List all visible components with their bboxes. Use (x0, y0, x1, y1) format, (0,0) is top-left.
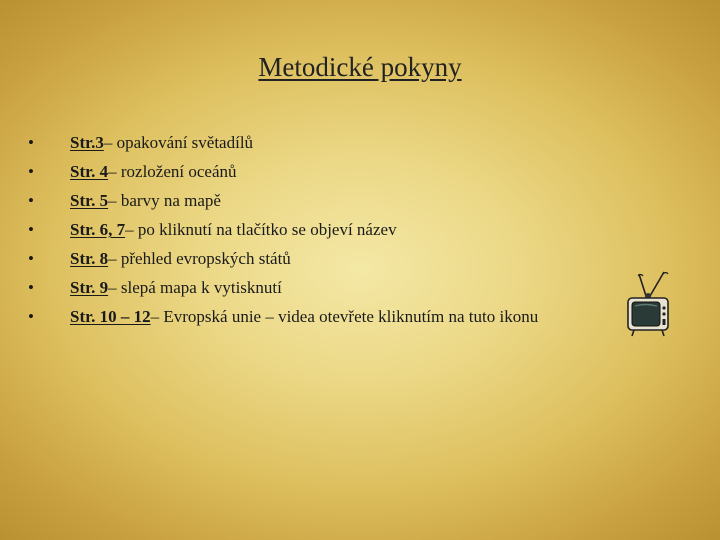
bullet-icon: • (28, 133, 34, 152)
instructions-list (28, 133, 538, 336)
list-item (28, 191, 538, 220)
tv-icon[interactable] (624, 268, 672, 338)
item-text: – přehled evropských států (108, 249, 291, 268)
item-text: – opakování světadílů (103, 133, 254, 152)
item-text: – rozložení oceánů (108, 162, 237, 181)
page-link-8[interactable]: Str. 8 (70, 249, 109, 268)
bullet-icon: • (28, 249, 34, 268)
bullet-icon: • (28, 307, 34, 326)
slide-title: Metodické pokyny (258, 52, 462, 82)
item-text: – barvy na mapě (108, 191, 221, 210)
list-item (28, 133, 538, 162)
list-item (28, 220, 538, 249)
list-item (28, 307, 538, 336)
bullet-icon: • (28, 278, 34, 297)
page-link-9[interactable]: Str. 9 (70, 278, 109, 297)
page-link-5[interactable]: Str. 5 (70, 191, 109, 210)
page-link-6-7[interactable]: Str. 6, 7 (70, 220, 126, 239)
list-item (28, 278, 538, 307)
page-link-3[interactable]: Str.3 (70, 133, 104, 152)
item-text: – slepá mapa k vytisknutí (108, 278, 282, 297)
page-link-10-12[interactable]: Str. 10 – 12 (70, 307, 151, 326)
item-text: – po kliknutí na tlačítko se objeví název (125, 220, 397, 239)
bullet-icon: • (28, 220, 34, 239)
bullet-icon: • (28, 191, 34, 210)
list-item (28, 162, 538, 191)
item-text: – Evropská unie – videa otevřete kliknutím na tuto ikonu (150, 307, 539, 326)
list-item (28, 249, 538, 278)
bullet-icon: • (28, 162, 34, 181)
page-link-4[interactable]: Str. 4 (70, 162, 109, 181)
